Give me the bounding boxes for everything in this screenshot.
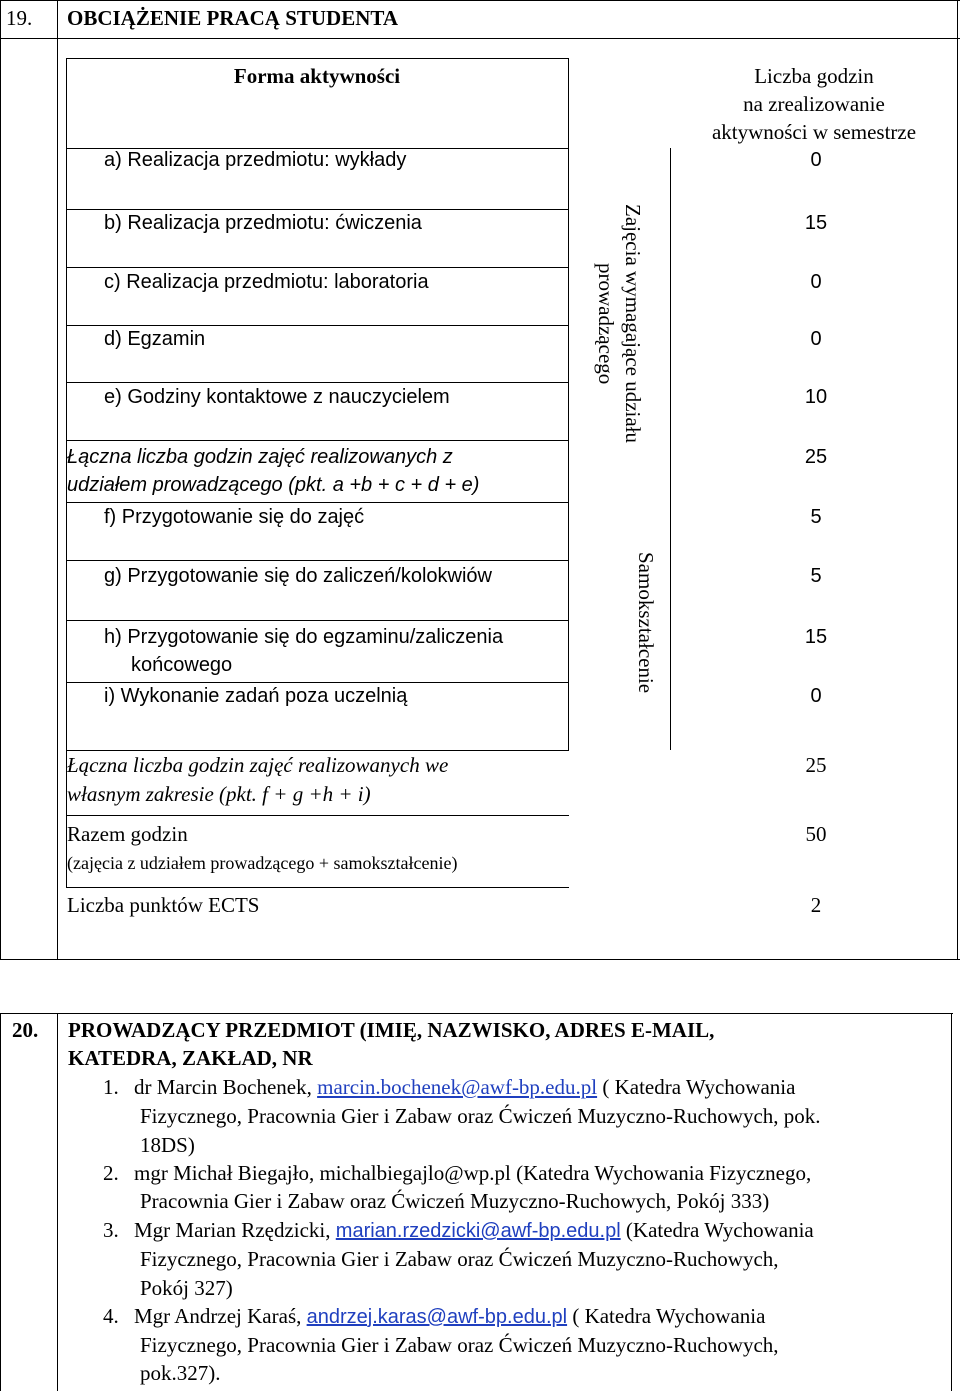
row-label-f: f) Przygotowanie się do zajęć xyxy=(104,506,365,528)
row-value-ects: 2 xyxy=(810,893,822,917)
s19-number-divider xyxy=(57,0,58,960)
row-value-b: 15 xyxy=(804,212,828,234)
instructor-item-2: 2. mgr Michał Biegajło, michalbiegajlo@wp.pl (Katedra Wychowania Fizycznego, xyxy=(103,1161,812,1185)
section-number: 19. xyxy=(6,6,33,30)
section-title: OBCIĄŻENIE PRACĄ STUDENTA xyxy=(67,6,398,30)
col-form-header: Forma aktywności xyxy=(233,64,401,88)
instructor-item-2-line-2: Pracownia Gier i Zabaw oraz Ćwiczeń Muzyczno-Ruchowych, Pokój 333) xyxy=(140,1189,770,1213)
instructor-email-link-1[interactable]: marcin.bochenek@awf-bp.edu.pl xyxy=(317,1075,598,1099)
row-divider xyxy=(66,560,569,561)
s20-left-border xyxy=(0,1013,1,1391)
group-column-divider xyxy=(670,148,671,750)
instructor-item-1-line-3: 18DS) xyxy=(140,1133,195,1157)
section-20-title-2: KATEDRA, ZAKŁAD, NR xyxy=(68,1046,313,1070)
section-20-title-1: PROWADZĄCY PRZEDMIOT (IMIĘ, NAZWISKO, ADRES E-MAIL, xyxy=(68,1018,715,1042)
instructor-name-2: mgr Michał Biegajło, michalbiegajlo@wp.pl (Katedra Wychowania Fizycznego, xyxy=(134,1161,812,1185)
row-label-contact-total-2: udziałem prowadzącego (pkt. a +b + c + d + e) xyxy=(67,474,480,496)
row-label-ects: Liczba punktów ECTS xyxy=(67,893,260,917)
row-label-total-2: (zajęcia z udziałem prowadzącego + samokształcenie) xyxy=(67,853,458,873)
row-label-i: i) Wykonanie zadań poza uczelnią xyxy=(104,685,408,707)
row-label-a: a) Realizacja przedmiotu: wykłady xyxy=(104,149,407,171)
instructor-item-3-line-2: Fizycznego, Pracownia Gier i Zabaw oraz Ćwiczeń Muzyczno-Ruchowych, xyxy=(140,1247,779,1271)
col-hours-header-2: na zrealizowanie xyxy=(743,92,885,116)
row-value-h: 15 xyxy=(804,626,828,648)
instructor-item-1: 1. dr Marcin Bochenek, marcin.bochenek@awf-bp.edu.pl ( Katedra Wychowania xyxy=(103,1075,796,1099)
instructor-item-3: 3. Mgr Marian Rzędzicki, marian.rzedzicki@awf-bp.edu.pl (Katedra Wychowania xyxy=(103,1218,814,1242)
s19-left-border xyxy=(0,0,1,960)
row-value-e: 10 xyxy=(804,386,828,408)
row-label-contact-total-1: Łączna liczba godzin zajęć realizowanych z xyxy=(67,446,453,468)
s19-top-border xyxy=(0,0,960,1)
group-label-contact: Zajęcia wymagające udziału prowadzącego xyxy=(594,204,645,444)
row-divider xyxy=(66,887,569,888)
table-top-border xyxy=(66,58,569,59)
row-label-e: e) Godziny kontaktowe z nauczycielem xyxy=(104,386,450,408)
row-label-g: g) Przygotowanie się do zaliczeń/kolokwiów xyxy=(104,565,492,587)
row-divider xyxy=(66,440,569,441)
row-value-self-total: 25 xyxy=(805,753,827,777)
row-label-self-total-2: własnym zakresie (pkt. f + g +h + i) xyxy=(67,782,371,806)
row-label-c: c) Realizacja przedmiotu: laboratoria xyxy=(104,271,429,293)
row-label-total-1: Razem godzin xyxy=(67,822,188,846)
row-value-f: 5 xyxy=(810,506,822,528)
row-value-contact-total: 25 xyxy=(804,446,828,468)
instructor-item-3-line-3: Pokój 327) xyxy=(140,1276,233,1300)
s20-right-border xyxy=(951,1013,952,1391)
instructor-item-1-line-2: Fizycznego, Pracownia Gier i Zabaw oraz Ćwiczeń Muzyczno-Ruchowych, pok. xyxy=(140,1104,821,1128)
s19-bottom-border xyxy=(0,959,960,960)
group-label-self-study: Samokształcenie xyxy=(634,552,658,694)
row-label-d: d) Egzamin xyxy=(104,328,206,350)
instructor-name-4: Mgr Andrzej Karaś, xyxy=(134,1304,307,1328)
s20-top-border xyxy=(0,1013,953,1014)
s20-number-divider xyxy=(57,1013,58,1391)
instructor-item-4-line-3: pok.327). xyxy=(140,1361,221,1385)
row-value-total: 50 xyxy=(805,822,827,846)
row-label-h-1: h) Przygotowanie się do egzaminu/zaliczenia xyxy=(104,626,504,648)
s19-right-border xyxy=(957,0,958,960)
row-value-c: 0 xyxy=(810,271,822,293)
row-divider xyxy=(66,620,569,621)
instructor-email-link-3[interactable]: marian.rzedzicki@awf-bp.edu.pl xyxy=(335,1220,621,1242)
row-divider xyxy=(66,815,569,816)
instructor-item-4: 4. Mgr Andrzej Karaś, andrzej.karas@awf-bp.edu.pl ( Katedra Wychowania xyxy=(103,1304,766,1328)
instructor-item-4-line-2: Fizycznego, Pracownia Gier i Zabaw oraz Ćwiczeń Muzyczno-Ruchowych, xyxy=(140,1333,779,1357)
row-label-h-2: końcowego xyxy=(131,654,233,676)
row-label-self-total-1: Łączna liczba godzin zajęć realizowanych we xyxy=(67,753,449,777)
instructor-name-3: Mgr Marian Rzędzicki, xyxy=(134,1218,336,1242)
section-20-number: 20. xyxy=(12,1018,39,1042)
row-value-i: 0 xyxy=(810,685,822,707)
s19-header-bottom-border xyxy=(0,38,960,39)
row-value-a: 0 xyxy=(810,149,822,171)
col-hours-header-1: Liczba godzin xyxy=(754,64,874,88)
row-value-d: 0 xyxy=(810,328,822,350)
form-column-divider xyxy=(568,58,569,750)
row-value-g: 5 xyxy=(810,565,822,587)
instructor-name-1: dr Marcin Bochenek, xyxy=(134,1075,318,1099)
instructor-email-link-4[interactable]: andrzej.karas@awf-bp.edu.pl xyxy=(306,1306,568,1328)
col-hours-header-3: aktywności w semestrze xyxy=(711,120,917,144)
row-label-b: b) Realizacja przedmiotu: ćwiczenia xyxy=(104,212,422,234)
